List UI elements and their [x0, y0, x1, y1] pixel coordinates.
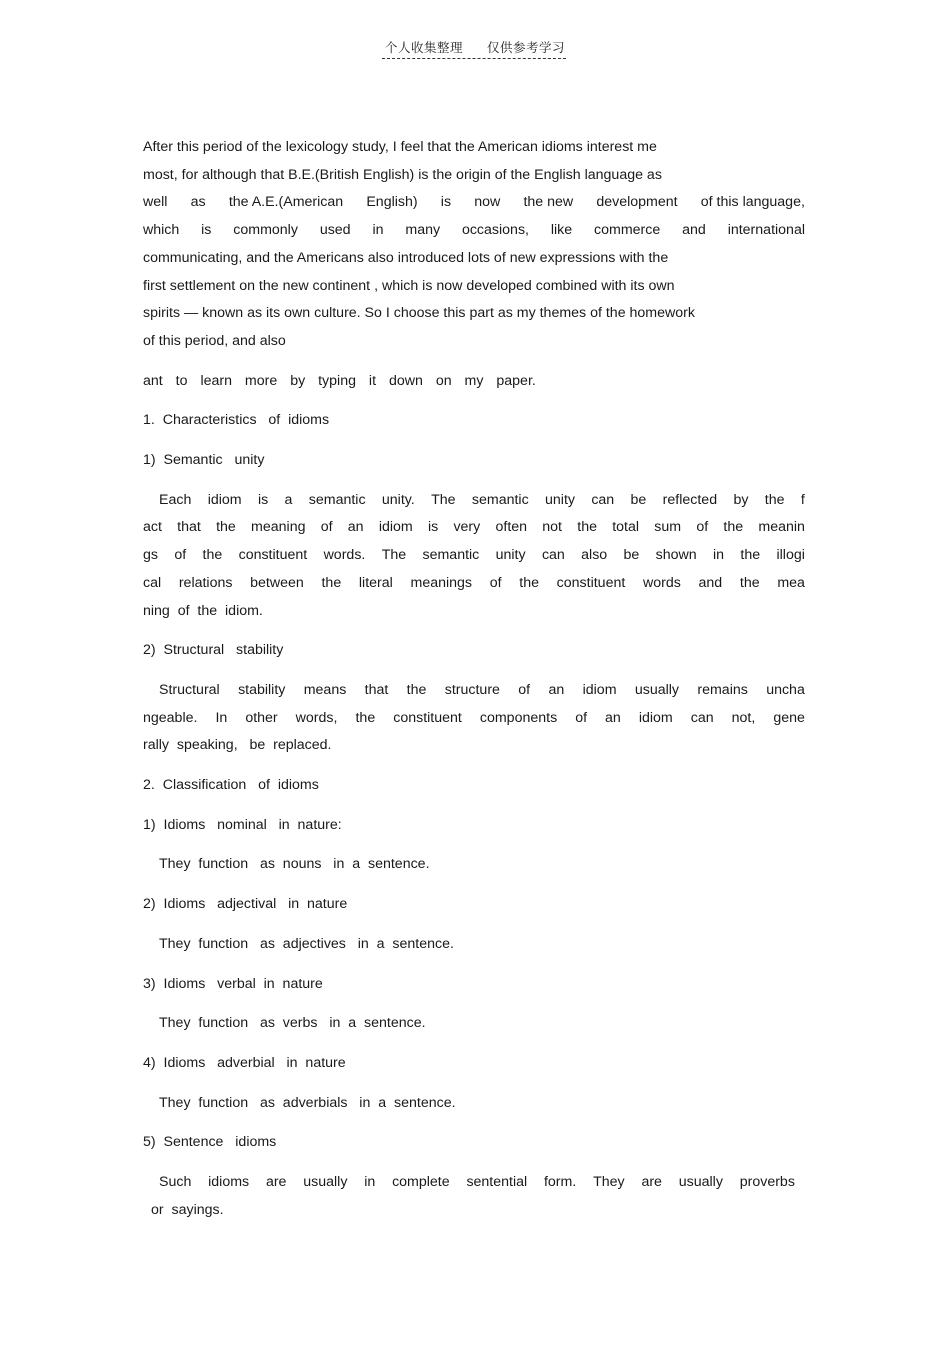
justified-line: [143, 487, 805, 515]
text-line: rally speaking, be replaced.: [143, 737, 332, 754]
text-line: most, for although that B.E.(British English) is the origin of the English language as: [143, 166, 662, 183]
word: can: [591, 491, 615, 508]
word: that: [364, 681, 389, 698]
word: semantic: [422, 547, 480, 564]
word: usually: [634, 681, 680, 698]
word: by: [733, 491, 749, 508]
page-header: [0, 38, 950, 56]
text-line: ant to learn more by typing it down on my paper.: [143, 372, 536, 389]
word: as: [190, 194, 206, 211]
word: In: [215, 709, 228, 726]
justified-line: [143, 189, 805, 217]
word: the: [739, 574, 760, 591]
text-line: They function as nouns in a sentence.: [159, 856, 430, 873]
word: remains: [697, 681, 748, 698]
subsection-heading: 5) Sentence idioms: [143, 1134, 277, 1151]
word: constituent: [393, 709, 462, 726]
word: the: [202, 547, 223, 564]
word: cal: [143, 574, 162, 591]
word: f: [800, 491, 805, 508]
word: the: [577, 519, 597, 536]
word: usually: [678, 1174, 723, 1191]
text-line: After this period of the lexicology study, I feel that the American idioms interest me: [143, 139, 657, 155]
word: of: [696, 519, 709, 536]
word: English): [366, 194, 418, 211]
text-line: They function as adjectives in a sentence.: [159, 935, 454, 952]
section-heading: 1. Characteristics of idioms: [143, 412, 330, 429]
word: complete: [392, 1174, 450, 1191]
word: The: [431, 491, 456, 508]
word: of this language,: [700, 194, 805, 211]
intro-paragraph: [143, 134, 805, 356]
word: ngeable.: [143, 709, 198, 726]
subsection-heading: 1) Idioms nominal in nature:: [143, 816, 342, 833]
word: can: [690, 709, 714, 726]
section-heading: 2. Classification of idioms: [143, 777, 319, 794]
word: stability: [238, 681, 286, 698]
word: of: [174, 547, 187, 564]
text-line: of this period, and also: [143, 332, 286, 349]
header-rule: [382, 58, 566, 59]
word: be: [630, 491, 647, 508]
word: They: [593, 1174, 625, 1191]
subsection-heading: 1) Semantic unity: [143, 452, 265, 469]
word: uncha: [766, 681, 805, 698]
word: total: [612, 519, 640, 536]
word: Each: [159, 491, 192, 508]
word: in: [713, 547, 725, 564]
word: proverbs: [739, 1174, 795, 1191]
word: development: [596, 194, 678, 211]
word: is: [257, 491, 269, 508]
word: idioms: [208, 1174, 250, 1191]
justified-line: [143, 570, 805, 598]
word: now: [474, 194, 501, 211]
word: meaning: [251, 519, 306, 536]
word: well: [143, 194, 168, 211]
word: illogi: [776, 547, 805, 564]
text-line: communicating, and the Americans also introduced lots of new expressions with the: [143, 249, 669, 266]
word: used: [319, 222, 351, 239]
word: like: [550, 222, 573, 239]
word: many: [405, 222, 441, 239]
word: which: [143, 222, 180, 239]
word: not,: [731, 709, 756, 726]
justified-line: [143, 542, 805, 570]
word: components: [479, 709, 558, 726]
justified-line: [143, 514, 805, 542]
justified-line: [143, 705, 805, 733]
word: are: [265, 1174, 287, 1191]
word: unity: [545, 491, 575, 508]
word: of: [575, 709, 588, 726]
word: shown: [655, 547, 697, 564]
text-line: ning of the idiom.: [143, 602, 263, 619]
text-line: They function as verbs in a sentence.: [159, 1015, 426, 1032]
justified-line: [143, 1169, 795, 1197]
word: the: [740, 547, 761, 564]
word: reflected: [662, 491, 718, 508]
document-body: [143, 134, 805, 1225]
word: mea: [777, 574, 805, 591]
header-right-text: 仅供参考学习: [487, 40, 566, 55]
word: The: [381, 547, 407, 564]
word: Structural: [159, 681, 220, 698]
word: the: [355, 709, 376, 726]
word: words.: [323, 547, 366, 564]
word: usually: [303, 1174, 348, 1191]
word: form.: [543, 1174, 577, 1191]
subsection-heading: 2) Structural stability: [143, 642, 284, 659]
word: of: [489, 574, 502, 591]
word: words: [642, 574, 681, 591]
word: very: [453, 519, 481, 536]
word: means: [303, 681, 347, 698]
word: sentential: [466, 1174, 528, 1191]
word: an: [605, 709, 621, 726]
word: semantic: [471, 491, 529, 508]
text-line: spirits — known as its own culture. So I choose this part as my themes of the homework: [143, 305, 695, 322]
word: an: [548, 681, 565, 698]
word: structure: [444, 681, 500, 698]
word: act: [143, 519, 162, 536]
word: often: [495, 519, 528, 536]
word: unity: [495, 547, 526, 564]
subsection-heading: 3) Idioms verbal in nature: [143, 975, 323, 992]
word: meanings: [410, 574, 473, 591]
structural-stability-paragraph: [143, 677, 805, 760]
word: constituent: [238, 547, 308, 564]
word: meanin: [758, 519, 805, 536]
word: is: [427, 519, 439, 536]
word: words,: [295, 709, 338, 726]
text-line: or sayings.: [151, 1201, 224, 1218]
word: is: [440, 194, 452, 211]
word: not: [542, 519, 563, 536]
subsection-heading: 2) Idioms adjectival in nature: [143, 896, 348, 913]
word: between: [250, 574, 304, 591]
word: the: [216, 519, 236, 536]
word: semantic: [308, 491, 366, 508]
word: relations: [178, 574, 233, 591]
word: and: [698, 574, 723, 591]
word: occasions,: [461, 222, 529, 239]
word: gs: [143, 547, 158, 564]
word: constituent: [556, 574, 626, 591]
word: Such: [159, 1174, 192, 1191]
word: can: [541, 547, 565, 564]
word: sum: [654, 519, 682, 536]
word: the: [406, 681, 427, 698]
word: of: [320, 519, 333, 536]
word: in: [364, 1174, 376, 1191]
word: idiom: [378, 519, 413, 536]
word: idiom: [207, 491, 242, 508]
word: in: [372, 222, 384, 239]
word: idiom: [582, 681, 617, 698]
word: the: [519, 574, 539, 591]
word: the A.E.(American: [228, 194, 344, 211]
word: commerce: [594, 222, 661, 239]
subsection-heading: 4) Idioms adverbial in nature: [143, 1054, 346, 1071]
sentence-idioms-paragraph: [143, 1169, 805, 1224]
word: commonly: [233, 222, 298, 239]
semantic-unity-paragraph: [143, 487, 805, 626]
word: the: [723, 519, 744, 536]
word: idiom: [638, 709, 673, 726]
text-line: They function as adverbials in a sentence.: [159, 1094, 456, 1111]
header-left-text: 个人收集整理: [384, 40, 463, 55]
word: also: [581, 547, 608, 564]
word: the: [764, 491, 785, 508]
word: are: [641, 1174, 662, 1191]
word: be: [623, 547, 640, 564]
word: is: [201, 222, 212, 239]
word: gene: [773, 709, 805, 726]
word: literal: [358, 574, 393, 591]
word: international: [727, 222, 805, 239]
justified-line: [143, 677, 805, 705]
word: the: [321, 574, 342, 591]
justified-line: [143, 217, 805, 245]
word: an: [347, 519, 364, 536]
word: other: [245, 709, 278, 726]
word: the new: [523, 194, 574, 211]
word: unity.: [381, 491, 415, 508]
word: that: [177, 519, 201, 536]
word: and: [682, 222, 706, 239]
word: of: [518, 681, 531, 698]
word: a: [284, 491, 293, 508]
text-line: first settlement on the new continent , which is now developed combined with its own: [143, 277, 675, 294]
